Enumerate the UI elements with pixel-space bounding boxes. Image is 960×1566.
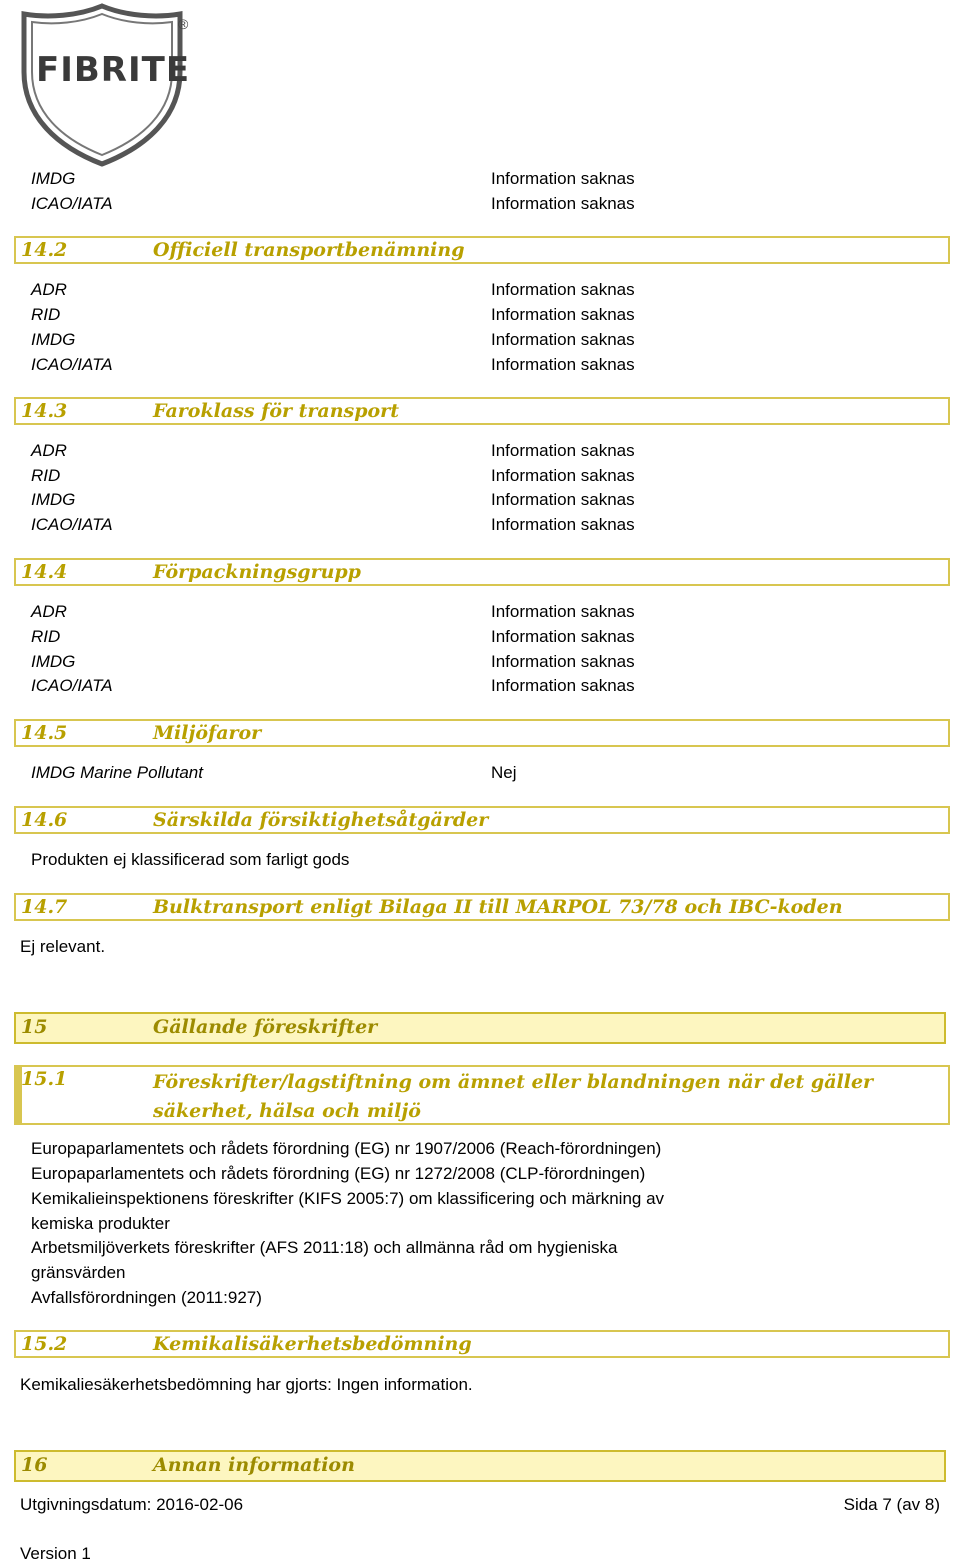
row-value: Information saknas xyxy=(491,490,635,509)
row-label: IMDG xyxy=(31,652,76,671)
section-number: 16 xyxy=(21,1454,48,1476)
row-value: Information saknas xyxy=(491,627,635,646)
section-header-15-1 xyxy=(14,1065,950,1125)
section-text: Kemikaliesäkerhetsbedömning har gjorts: Ingen information. xyxy=(20,1375,473,1394)
regulation-line: kemiska produkter xyxy=(31,1214,170,1233)
section-text: Produkten ej klassificerad som farligt gods xyxy=(31,850,350,869)
row-label: ICAO/IATA xyxy=(31,515,113,534)
version: Version 1 xyxy=(20,1544,91,1563)
section-title: Officiell transportbenämning xyxy=(153,239,465,261)
registered-mark: ® xyxy=(178,16,189,32)
section-header-14-7 xyxy=(14,893,950,921)
section-text: Ej relevant. xyxy=(20,937,106,956)
section-title: Gällande föreskrifter xyxy=(153,1016,378,1038)
section-number: 15 xyxy=(21,1016,48,1038)
row-label: RID xyxy=(31,466,61,485)
issue-date: Utgivningsdatum: 2016-02-06 xyxy=(20,1495,244,1514)
row-label: IMDG xyxy=(31,169,76,188)
section-header-14-4 xyxy=(14,558,950,586)
section-title: Miljöfaror xyxy=(153,722,262,744)
section-title: Förpackningsgrupp xyxy=(153,561,361,583)
section-title: Annan information xyxy=(153,1454,355,1476)
row-value: Information saknas xyxy=(491,305,635,324)
row-value: Information saknas xyxy=(491,515,635,534)
row-value: Information saknas xyxy=(491,280,635,299)
row-value: Information saknas xyxy=(491,194,635,213)
row-label: IMDG xyxy=(31,330,76,349)
fibrite-logo xyxy=(18,2,198,167)
regulation-line: Europaparlamentets och rådets förordning (EG) nr 1272/2008 (CLP-förordningen) xyxy=(31,1164,646,1183)
regulation-line: gränsvärden xyxy=(31,1263,126,1282)
section-number: 14.7 xyxy=(21,896,68,918)
section-header-15 xyxy=(14,1012,946,1044)
section-header-14-5 xyxy=(14,719,950,747)
row-value: Information saknas xyxy=(491,330,635,349)
regulation-line: Arbetsmiljöverkets föreskrifter (AFS 2011:18) och allmänna råd om hygieniska xyxy=(31,1238,618,1257)
section-number: 14.3 xyxy=(21,400,68,422)
row-label: ICAO/IATA xyxy=(31,355,113,374)
row-value: Information saknas xyxy=(491,169,635,188)
page-number: Sida 7 (av 8) xyxy=(843,1495,940,1514)
section-title: Faroklass för transport xyxy=(153,400,399,422)
row-label: RID xyxy=(31,305,61,324)
row-value: Nej xyxy=(491,763,517,782)
section-number: 15.2 xyxy=(21,1333,68,1355)
regulation-line: Kemikalieinspektionens föreskrifter (KIFS 2005:7) om klassificering och märkning av xyxy=(31,1189,665,1208)
section-number: 14.4 xyxy=(21,561,68,583)
regulation-line: Avfallsförordningen (2011:927) xyxy=(31,1288,262,1307)
section-header-14-3 xyxy=(14,397,950,425)
row-value: Information saknas xyxy=(491,652,635,671)
section-number: 14.5 xyxy=(21,722,68,744)
section-number: 15.1 xyxy=(21,1068,68,1090)
section-title: Föreskrifter/lagstiftning om ämnet eller blandningen när det gäller säkerhet, hälsa och miljö xyxy=(153,1071,874,1122)
row-label: RID xyxy=(31,627,61,646)
row-label: ADR xyxy=(31,441,67,460)
section-title: Kemikalisäkerhetsbedömning xyxy=(153,1333,472,1355)
row-value: Information saknas xyxy=(491,466,635,485)
row-label: IMDG Marine Pollutant xyxy=(31,763,203,782)
section-header-14-6 xyxy=(14,806,950,834)
section-number: 14.6 xyxy=(21,809,68,831)
section-number: 14.2 xyxy=(21,239,68,261)
section-title: Bulktransport enligt Bilaga II till MARPOL 73/78 och IBC-koden xyxy=(153,896,843,918)
row-label: ADR xyxy=(31,602,67,621)
section-title: Särskilda försiktighetsåtgärder xyxy=(153,809,489,831)
row-label: ADR xyxy=(31,280,67,299)
row-value: Information saknas xyxy=(491,441,635,460)
row-value: Information saknas xyxy=(491,676,635,695)
row-value: Information saknas xyxy=(491,355,635,374)
regulation-line: Europaparlamentets och rådets förordning (EG) nr 1907/2006 (Reach-förordningen) xyxy=(31,1139,662,1158)
row-label: ICAO/IATA xyxy=(31,676,113,695)
section-header-15-2 xyxy=(14,1330,950,1358)
logo-text: FIBRITE xyxy=(36,50,191,90)
row-label: ICAO/IATA xyxy=(31,194,113,213)
section-header-14-2 xyxy=(14,236,950,264)
row-value: Information saknas xyxy=(491,602,635,621)
section-header-16 xyxy=(14,1450,946,1482)
row-label: IMDG xyxy=(31,490,76,509)
